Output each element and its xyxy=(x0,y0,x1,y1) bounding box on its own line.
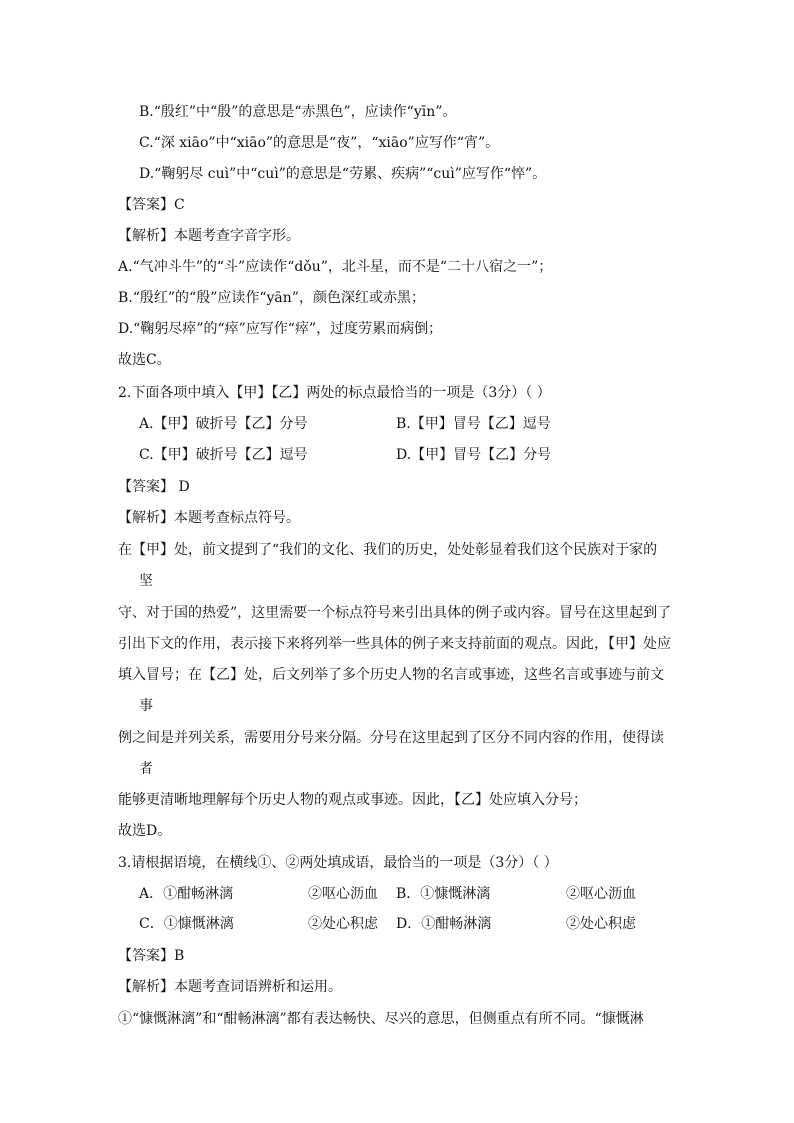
question-2: 2.下面各项中填入【甲】【乙】两处的标点最恰当的一项是（3分）（ ） xyxy=(118,385,551,401)
q2-option-a: A.【甲】破折号【乙】分号 xyxy=(139,416,308,432)
analysis-line: 填入冒号；在【乙】处，后文列举了多个历史人物的名言或事迹，这些名言或事迹与前文 xyxy=(118,667,664,683)
q2-option-b: B.【甲】冒号【乙】逗号 xyxy=(396,416,551,432)
analysis-line: 引出下文的作用，表示接下来将列举一些具体的例子来支持前面的观点。因此，【甲】处应 xyxy=(118,636,671,652)
analysis-line: 例之间是并列关系，需要用分号来分隔。分号在这里起到了区分不同内容的作用，使得读 xyxy=(118,730,664,746)
q3-option-d-1: D．①酣畅淋漓 xyxy=(396,916,492,932)
q3-option-b-1: B．①慷慨淋漓 xyxy=(396,886,491,902)
q3-option-c-1: C．①慷慨淋漓 xyxy=(139,916,234,932)
q3-option-a-2: ②呕心沥血 xyxy=(308,886,378,902)
answer-1: 【答案】C xyxy=(118,197,185,213)
answer-2: 【答案】 D xyxy=(118,479,190,495)
analysis-line: ①“慷慨淋漓”和“酣畅淋漓”都有表达畅快、尽兴的意思，但侧重点有所不同。“慷慨淋 xyxy=(118,1011,644,1027)
analysis-title-1: 【解析】本题考查字音字形。 xyxy=(118,228,300,244)
option-d: D.“鞠躬尽 cuì”中“cuì”的意思是“劳累、疾病”“cuì”应写作“悴”。 xyxy=(139,166,547,182)
analysis-line: 坚 xyxy=(139,573,153,589)
analysis-line: B.“殷红”的“殷”应读作“yān”，颜色深红或赤黑； xyxy=(118,290,425,306)
analysis-line: 守、对于国的热爱”，这里需要一个标点符号来引出具体的例子或内容。冒号在这里起到了 xyxy=(118,605,672,621)
q3-option-d-2: ②处心积虑 xyxy=(566,916,636,932)
q3-option-c-2: ②处心积虑 xyxy=(308,916,378,932)
analysis-line: 能够更清晰地理解每个历史人物的观点或事迹。因此，【乙】处应填入分号； xyxy=(118,792,587,808)
q3-option-b-2: ②呕心沥血 xyxy=(566,886,636,902)
answer-3: 【答案】B xyxy=(118,948,185,964)
q2-option-d: D.【甲】冒号【乙】分号 xyxy=(396,447,552,463)
analysis-title-3: 【解析】本题考查词语辨析和运用。 xyxy=(118,979,342,995)
conclusion-2: 故选D。 xyxy=(118,823,172,839)
analysis-line: 事 xyxy=(139,698,153,714)
q3-option-a-1: A．①酣畅淋漓 xyxy=(139,886,234,902)
option-b: B.“殷红”中“殷”的意思是“赤黑色”，应读作“yīn”。 xyxy=(139,104,457,120)
analysis-line: 在【甲】处，前文提到了“我们的文化、我们的历史，处处彰显着我们这个民族对于家的 xyxy=(118,542,658,558)
question-3: 3.请根据语境，在横线①、②两处填成语，最恰当的一项是（3分）（ ） xyxy=(118,855,558,871)
analysis-title-2: 【解析】本题考查标点符号。 xyxy=(118,510,300,526)
analysis-line: D.“鞠躬尽瘁”的“瘁”应写作“瘁”，过度劳累而病倒； xyxy=(118,321,443,337)
conclusion-1: 故选C。 xyxy=(118,352,171,368)
q2-option-c: C.【甲】破折号【乙】逗号 xyxy=(139,447,308,463)
analysis-line: A.“气冲斗牛”的“斗”应读作“dǒu”，北斗星，而不是“二十八宿之一”； xyxy=(118,259,553,275)
option-c: C.“深 xiāo”中“xiāo”的意思是“夜”，“xiāo”应写作“宵”。 xyxy=(139,135,500,151)
analysis-line: 者 xyxy=(139,761,153,777)
